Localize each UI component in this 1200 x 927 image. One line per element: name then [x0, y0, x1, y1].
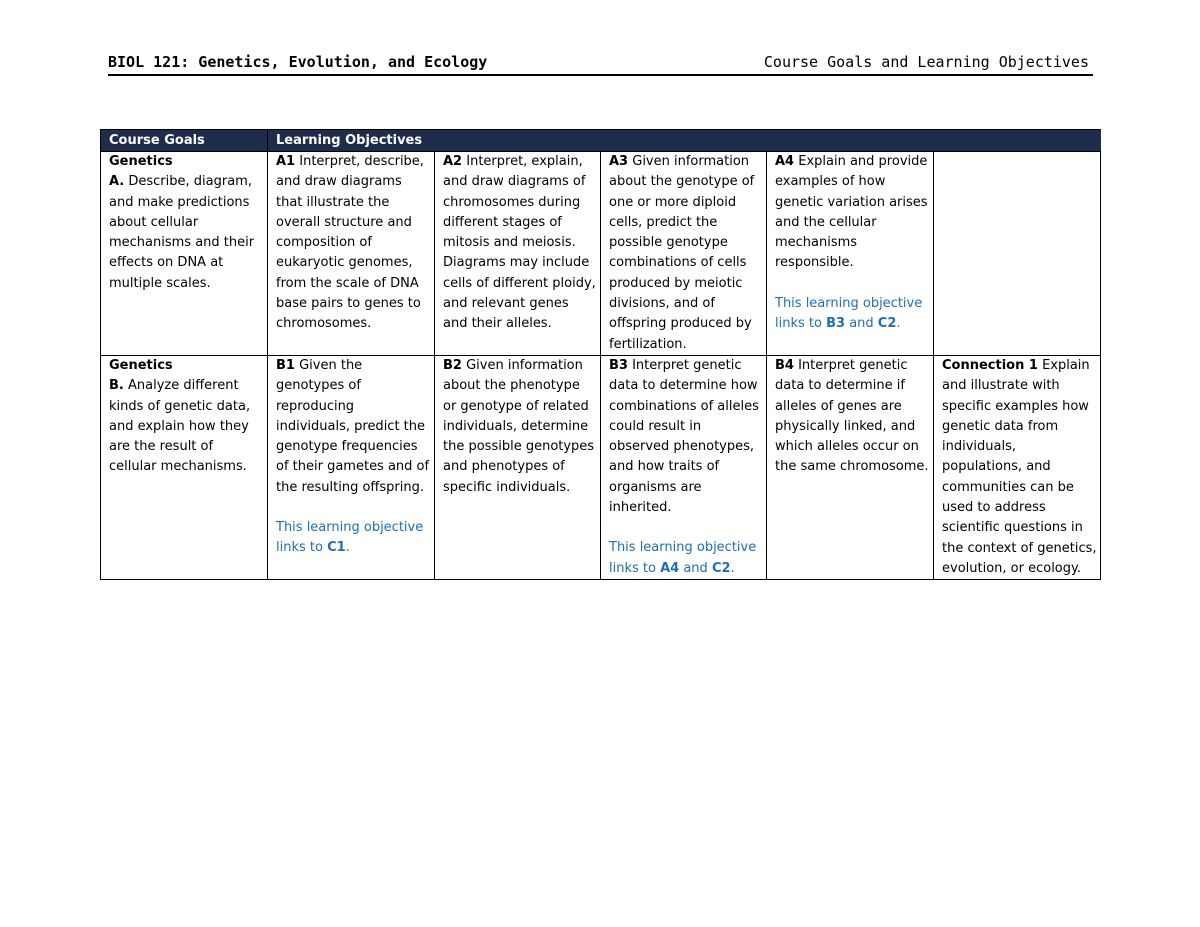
course-goal-cell — [101, 355, 268, 579]
link-conjunction: and — [845, 316, 878, 332]
link-note-prefix: This learning objective links to — [609, 540, 757, 576]
objective-link-note — [775, 296, 922, 331]
objective-text: Given information about the genotype of one or more diploid cells, predict the possible genotype combinations of cells produced by meiotic divisions, and of offspring produced by fertilization. — [609, 154, 755, 352]
objective-text: Explain and provide examples of how genetic variation arises and the cellular mechanisms responsible. — [775, 154, 928, 271]
goal-text: Analyze different kinds of genetic data, and explain how they are the result of cellular mechanisms. — [109, 378, 251, 475]
objective-cell — [767, 355, 934, 579]
goal-code: A. — [109, 174, 125, 190]
link-target: C1 — [327, 540, 346, 556]
objective-cell — [767, 152, 934, 356]
objective-text: Interpret, explain, and draw diagrams of chromosomes during different stages of mitosis and meiosis. Diagrams may include cells of different ploidy, and relevant genes and their alleles. — [443, 154, 596, 332]
objective-text: Interpret genetic data to determine if alleles of genes are physically linked, and which alleles occur on the same chromosome. — [775, 357, 929, 475]
objective-link-note — [609, 540, 756, 575]
goal-text: Describe, diagram, and make predictions about cellular mechanisms and their effects on DNA at multiple scales. — [109, 174, 255, 291]
objective-code: Connection 1 — [942, 357, 1038, 373]
objective-cell — [435, 152, 601, 356]
document-title: Course Goals and Learning Objectives — [763, 53, 1089, 71]
table-header-row — [101, 130, 1101, 152]
objective-code: A1 — [276, 154, 296, 169]
link-end: . — [730, 560, 735, 576]
objective-cell — [435, 355, 601, 579]
course-title: BIOL 121: Genetics, Evolution, and Ecology — [108, 53, 488, 71]
link-target: C2 — [711, 560, 731, 576]
objective-code: A3 — [609, 154, 629, 169]
objective-cell — [601, 152, 767, 356]
objective-cell — [268, 355, 435, 579]
link-note-prefix: This learning objective links to — [775, 295, 923, 332]
page-header — [108, 53, 1093, 76]
table-row — [101, 152, 1101, 356]
goals-objectives-table — [100, 129, 1101, 580]
objective-cell-empty — [934, 152, 1101, 356]
course-goal-cell — [101, 152, 268, 356]
link-end: . — [896, 316, 901, 332]
objective-code: B4 — [775, 357, 794, 373]
goal-code: B. — [109, 378, 124, 394]
objective-text: Interpret, describe, and draw diagrams that illustrate the overall structure and composition of eukaryotic genomes, from the scale of DNA base pairs to genes to chromosomes. — [276, 154, 424, 332]
goal-category: Genetics — [109, 357, 173, 373]
objective-text: Given the genotypes of reproducing individuals, predict the genotype frequencies of their gametes and of the resulting offspring. — [276, 357, 430, 495]
table-row — [101, 355, 1101, 579]
objective-code: B1 — [276, 357, 295, 373]
objective-text: Interpret genetic data to determine how combinations of alleles could result in observed phenotypes, and how traits of organisms are inherited. — [609, 357, 759, 516]
objective-text: Given information about the phenotype or genotype of related individuals, determine the possible genotypes and phenotypes of specific individuals. — [443, 357, 595, 495]
link-conjunction: and — [679, 560, 712, 576]
objective-link-note — [276, 520, 423, 555]
link-end: . — [345, 540, 350, 556]
course-goals-header: Course Goals — [101, 130, 268, 152]
objective-code: A2 — [443, 154, 463, 169]
learning-objectives-header: Learning Objectives — [268, 130, 1101, 152]
goal-category: Genetics — [109, 154, 173, 169]
link-target: B3 — [826, 316, 846, 332]
objective-text: Explain and illustrate with specific examples how genetic data from individuals, populations, and communities can be used to address scientific questions in the context of genetics, evolution, or ecology. — [942, 357, 1097, 576]
link-target: A4 — [660, 560, 680, 576]
objective-code: A4 — [775, 154, 795, 169]
objective-cell — [268, 152, 435, 356]
objective-cell — [934, 355, 1101, 579]
objective-code: B2 — [443, 357, 462, 373]
link-target: C2 — [877, 316, 897, 332]
objective-code: B3 — [609, 357, 628, 373]
link-note-prefix: This learning objective links to — [276, 520, 424, 556]
objective-cell — [601, 355, 767, 579]
